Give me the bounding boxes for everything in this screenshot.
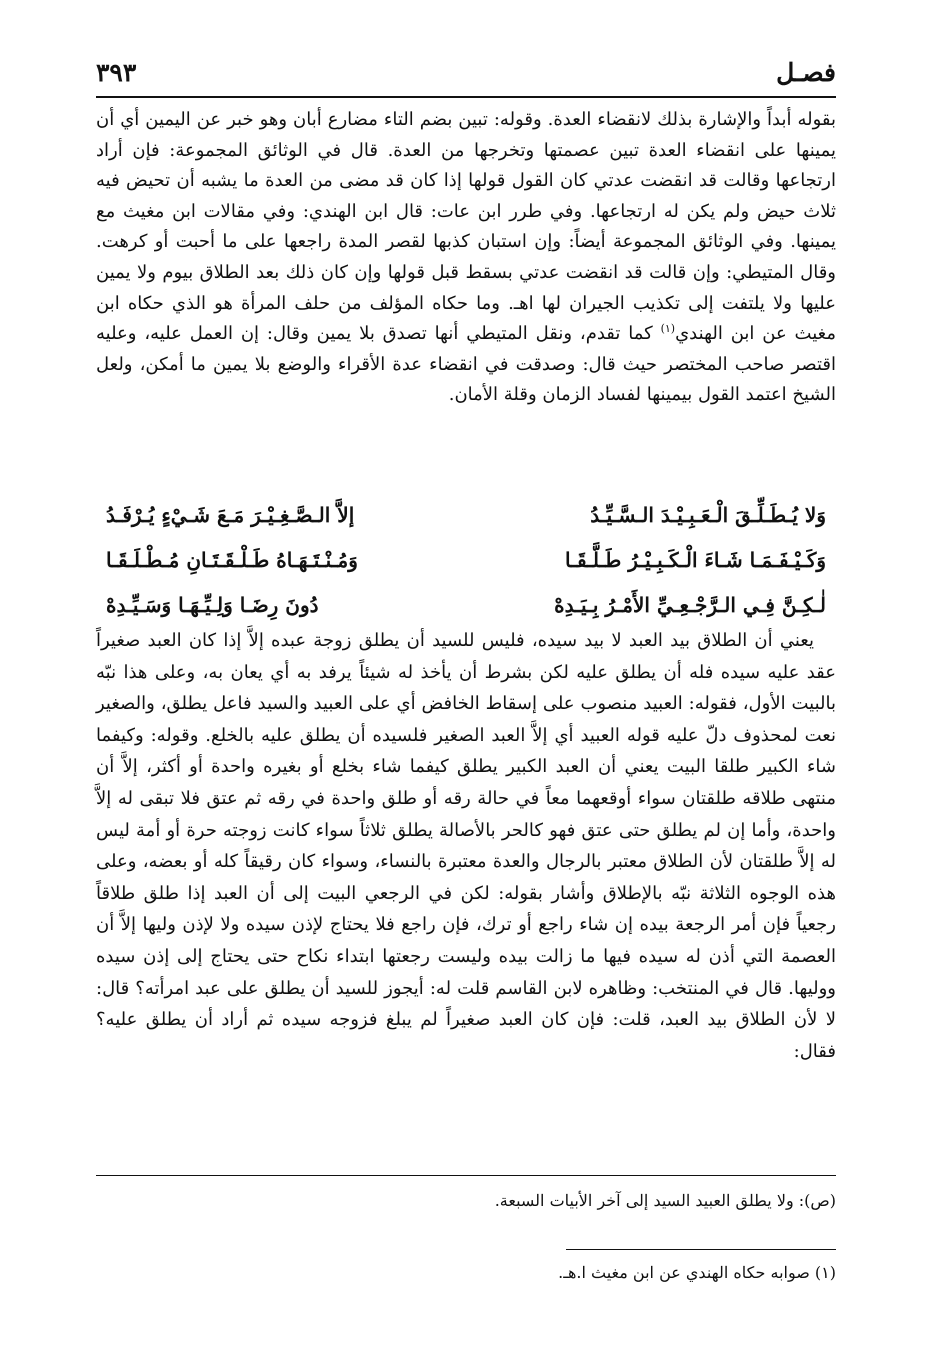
verse-row bbox=[96, 493, 836, 538]
verse-row bbox=[96, 583, 836, 628]
verse-row bbox=[96, 538, 836, 583]
paragraph-2-text: يعني أن الطلاق بيد العبد لا بيد سيده، فليس للسيد أن يطلق زوجة عبده إلاَّ إذا كان العبد صغيراً عقد عليه سيده فله أن يطلق عليه لكن بشرط أن يأخذ له شيئاً يرفد به أي يعان به، وعلى هذا نبّه بالبيت الأول، فقوله: العبيد منصوب على إسقاط الخافض أي على العبيد والسيد فاعل يطلق، والصغير نعت لمحذوف دلّ عليه قوله العبيد أي إلاَّ العبد الصغير فلسيده أن يطلق عليه بالخلع. وقوله: وكيفما شاء الكبير طلقا البيت يعني أن العبد الكبير يطلق كيفما شاء بخلع أو بغيره واحدة أو أكثر، إلاَّ أن منتهى طلاقه طلقتان سواء أوقعهما معاً في حالة رقه أو طلق واحدة في رقه ثم عتق فلا تبقى له إلاَّ واحدة، وأما إن لم يطلق حتى عتق فهو كالحر بالأصالة يطلق ثلاثاً سواء كانت زوجته حرة أو أمة ليس له إلاَّ طلقتان لأن الطلاق معتبر بالرجال والعدة معتبرة بالنساء، وسواء كان رقيقاً كله أو بعضه، وعلى هذه الوجوه الثلاثة نبّه بالإطلاق وأشار بقوله: لكن في الرجعي البيت إلى أن العبد إذا طلق طلاقاً رجعياً فإن أمر الرجعة بيده إن شاء راجع أو ترك، فإن راجع فلا يحتاج لإذن سيده ولا لإذن وليها إلاَّ أن العصمة التي أذن له سيده فيها ما زالت بيده وليست رجعتها ابتداء نكاح حتى يحتاج إلى إذن سيده ووليها. قال في المنتخب: وظاهره لابن القاسم قلت له: أيجوز للسيد أن يطلق على عبد امرأته؟ قال: لا لأن الطلاق بيد العبد، قلت: فإن كان العبد صغيراً لم يبلغ فزوجه سيده ثم أراد أن يطلق عليه؟ فقال: bbox=[96, 630, 836, 1062]
footnote-marker[interactable]: (١) bbox=[660, 322, 676, 336]
verse-second-hemistich: إلاَّ الـصَّـغِـيْـرَ مَـعَ شَـيْءٍ يُـرْفَـدُ bbox=[106, 503, 355, 527]
verse-first-hemistich: لٰـكِـنَّ فِـي الـرَّجْـعِـيِّ الأَمْـرُ بِـيَـدِهْ bbox=[554, 593, 826, 617]
page-number: ٣٩٣ bbox=[96, 58, 137, 87]
running-head bbox=[96, 56, 836, 96]
verse-second-hemistich: دُونَ رِضَـا وَلِـيِّـهَـا وَسَـيِّـدِهْ bbox=[106, 593, 319, 617]
footnote-divider-short bbox=[566, 1249, 836, 1250]
verse-second-hemistich: وَمُـنْـتَـهَـاهُ طَـلْـقَـتَـانِ مُـطْـلَـقَـا bbox=[106, 548, 358, 572]
header-rule bbox=[96, 96, 836, 98]
paragraph-commentary-1 bbox=[96, 105, 836, 411]
paragraph-commentary-2 bbox=[96, 625, 836, 1067]
footnote-divider bbox=[96, 1175, 836, 1176]
verse-first-hemistich: وَلا يُـطَـلِّـقَ الْـعَـبِـيْـدَ الـسَّـيِّـدُ bbox=[590, 503, 826, 527]
chapter-title: فصـل bbox=[776, 58, 836, 87]
verse-first-hemistich: وَكَـيْـفَـمَـا شَـاءَ الْـكَـبِـيْـرُ طَـلَّـقَـا bbox=[565, 548, 826, 572]
paragraph-1-continuation: كما تقدم، ونقل المتيطي أنها تصدق بلا يمين وقال: إن العمل عليه، وعليه اقتصر صاحب المختصر حيث قال: وصدقت في انقضاء عدة الأقراء والوضع بلا يمين ما أمكن، ولعل الشيخ اعتمد القول بيمينها لفساد الزمان وقلة الأمان. bbox=[96, 323, 836, 406]
paragraph-1-text: بقوله أبداً والإشارة بذلك لانقضاء العدة. وقوله: تبين بضم التاء مضارع أبان وهو خبر عن اليمين أي أن يمينها على انقضاء العدة تبين عصمتها وتخرجها من العدة. قال في الوثائق المجموعة: فإن أراد ارتجاعها وقالت قد انقضت عدتي كان القول قولها إذا كان قد مضى من العدة ما يشبه أن تحيض فيه ثلاث حيض ولم يكن له ارتجاعها. وفي طرر ابن عات: قال ابن الهندي: وفي مقالات ابن مغيث مع يمينها. وفي الوثائق المجموعة أيضاً: وإن استبان كذبها لقصر المدة راجعها على ما أحبت أو كرهت. وقال المتيطي: وإن قالت قد انقضت عدتي بسقط قبل قولها وإن كان ذلك بعد الطلاق بيوم ولا يمين عليها ولا يلتفت إلى تكذيب الجيران لها اهـ. وما حكاه المؤلف من حلف المرأة هو الذي حكاه ابن مغيث عن ابن الهندي bbox=[96, 109, 836, 345]
verse-block bbox=[96, 493, 836, 628]
footnote-1: (١) صوابه حكاه الهندي عن ابن مغيث ا.هـ. bbox=[558, 1263, 836, 1282]
matn-footnote: (ص): ولا يطلق العبيد السيد إلى آخر الأبيات السبعة. bbox=[494, 1191, 836, 1210]
